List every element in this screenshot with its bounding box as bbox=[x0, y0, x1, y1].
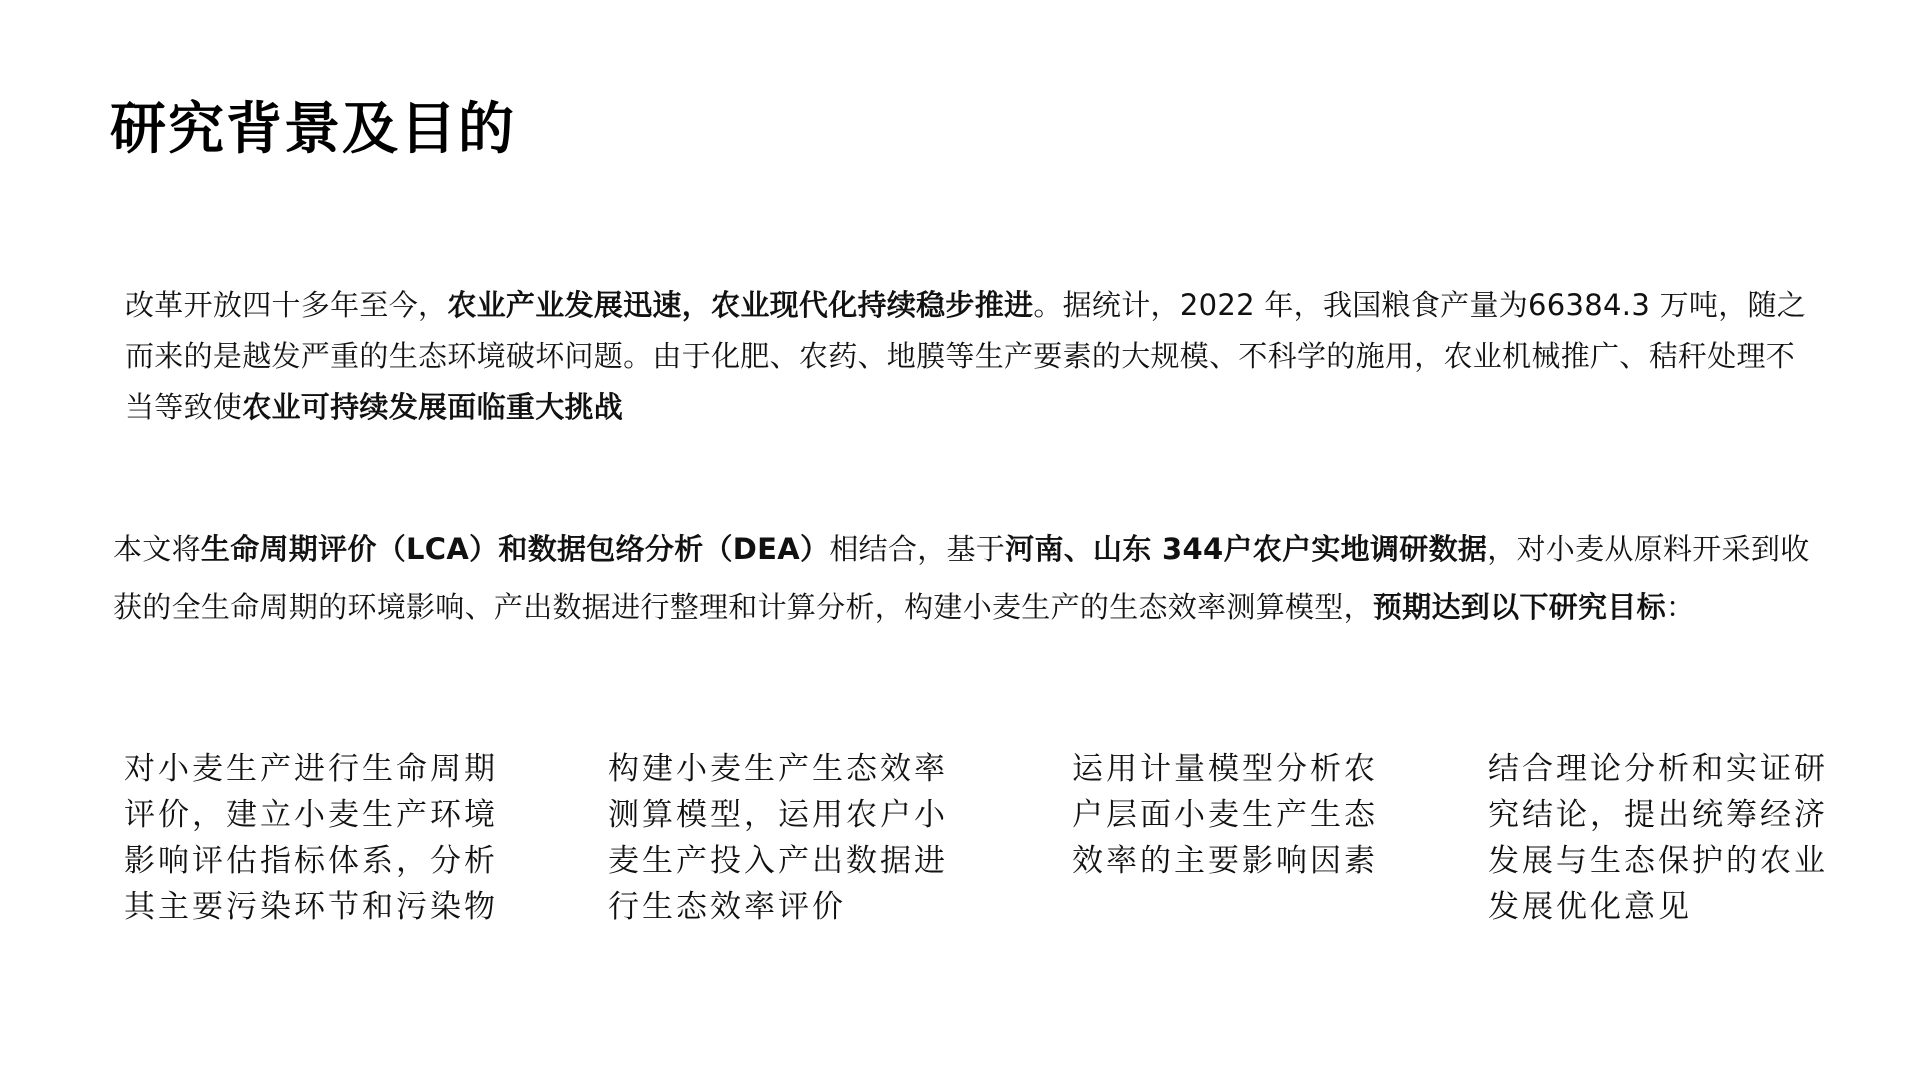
method-highlight-methods: 生命周期评价（LCA）和数据包络分析（DEA） bbox=[200, 532, 830, 566]
background-paragraph bbox=[125, 280, 1815, 433]
objective-lca-evaluation: 对小麦生产进行生命周期评价，建立小麦生产环境影响评估指标体系，分析其主要污染环节和污染物 bbox=[124, 751, 498, 925]
objective-policy-suggestions: 结合理论分析和实证研究结论，提出统筹经济发展与生态保护的农业发展优化意见 bbox=[1488, 751, 1828, 925]
research-objectives bbox=[0, 746, 1920, 966]
method-text-2: 相结合，基于 bbox=[829, 532, 1006, 566]
method-paragraph bbox=[113, 520, 1823, 636]
background-intro-text: 改革开放四十多年至今， bbox=[125, 288, 448, 322]
background-highlight-challenge: 农业可持续发展面临重大挑战 bbox=[242, 390, 624, 424]
method-highlight-data-source: 河南、山东 344户农户实地调研数据 bbox=[1005, 532, 1488, 566]
method-text-3: ，对小麦从原料开采到收获的全生命周期的环境影响、产出数据进行整理和计算分析，构建小麦生产的生态效率测算模型， bbox=[113, 532, 1810, 624]
method-text-1: 本文将 bbox=[113, 532, 201, 566]
background-highlight-development: 农业产业发展迅速，农业现代化持续稳步推进 bbox=[447, 288, 1034, 322]
background-statistics-text: 。据统计，2022 年，我国粮食产量为66384.3 万吨，随之而来的是越发严重的生态环境破坏问题。由于化肥、农药、地膜等生产要素的大规模、不科学的施用，农业机械推广、秸秆处理不当等致使 bbox=[125, 288, 1807, 424]
objective-influencing-factors: 运用计量模型分析农户层面小麦生产生态效率的主要影响因素 bbox=[1072, 751, 1378, 879]
method-highlight-objectives: 预期达到以下研究目标 bbox=[1372, 590, 1666, 624]
objective-efficiency-model: 构建小麦生产生态效率测算模型，运用农户小麦生产投入产出数据进行生态效率评价 bbox=[608, 751, 948, 925]
page-title: 研究背景及目的 bbox=[110, 97, 516, 162]
method-text-4: ： bbox=[1665, 590, 1696, 624]
